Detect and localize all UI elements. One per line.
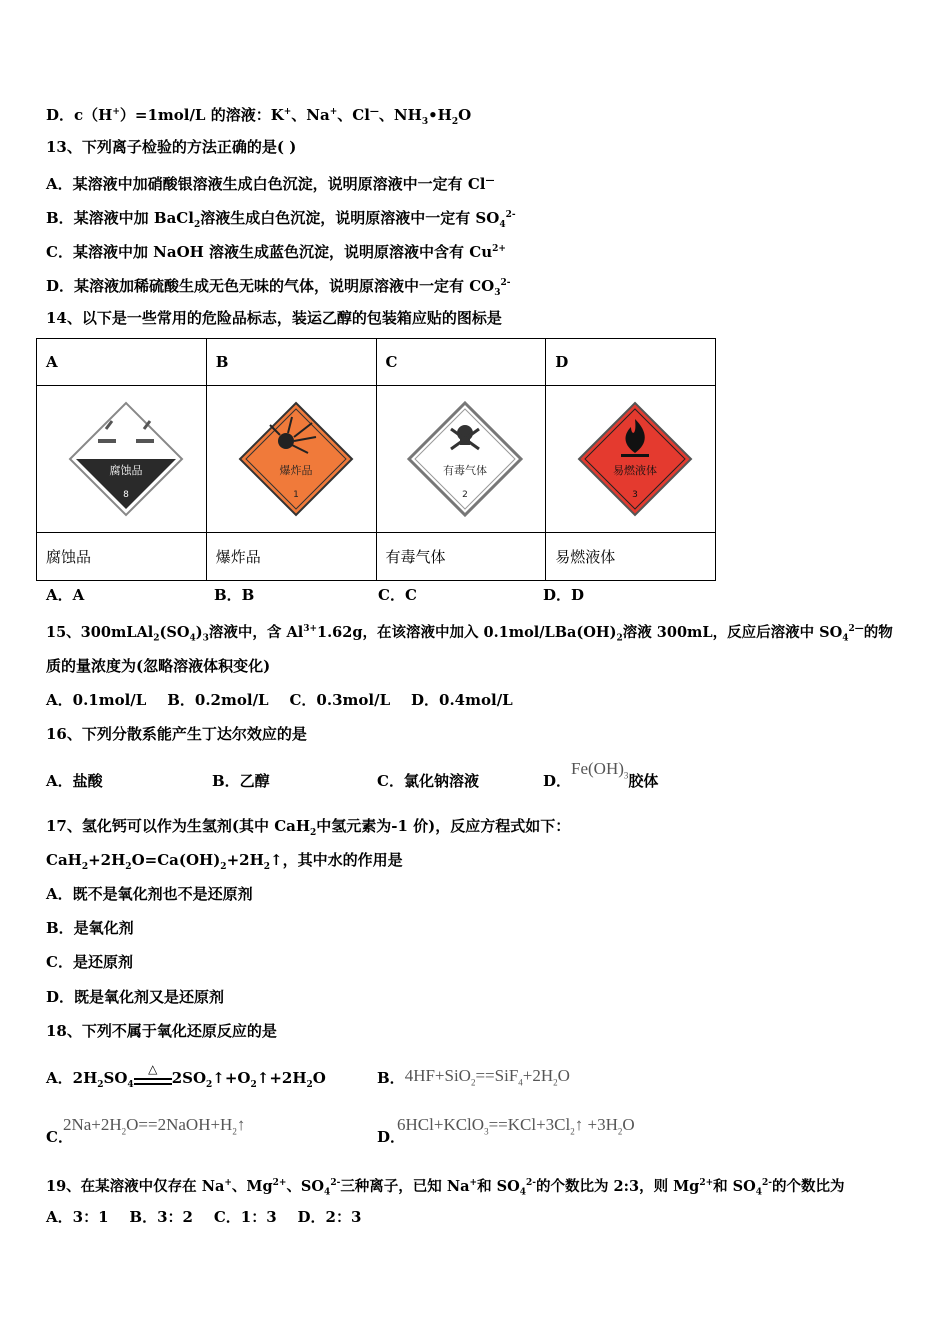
- q16-formula: $Fe(OH)_3$: [571, 759, 629, 781]
- q19-stem: 19、在某溶液中仅存在 Na+、$Mg^{2+}$、$SO_4^{2-}$三种离子，已知 Na+和 $SO_4^{2-}$的个数比为 2:3，则 $Mg^{2+}$和 $SO_4^{2-}$的个数比为: [46, 1177, 845, 1198]
- sign-text-corrosive: 腐蚀品: [109, 464, 143, 477]
- flammable-liquid-sign-cell: [546, 386, 716, 533]
- flammable-liquid-sign-icon: [575, 399, 695, 519]
- q19-options: A．3：1 B．3：2 C．1：3 D．2：3: [46, 1208, 362, 1226]
- q17-equation: $CaH_2+2H_2O=Ca(OH)_2+2H_2↑$，其中水的作用是: [46, 851, 403, 872]
- corrosive-sign-icon: [66, 399, 186, 519]
- sign-number-flammable-liquid: 3: [632, 490, 638, 500]
- q17-option-b: B．是氧化剂: [46, 919, 134, 937]
- toxic-gas-sign-cell: [376, 386, 546, 533]
- table-header-a: A: [37, 339, 207, 386]
- q16-stem: 16、下列分散系能产生丁达尔效应的是: [46, 725, 307, 743]
- sign-text-explosive: 爆炸品: [279, 464, 313, 477]
- q17-stem-line1: 17、氢化钙可以作为生氢剂(其中 CaH$_2$中氢元素为-1 价)，反应方程式如下：: [46, 817, 571, 838]
- sign-text-flammable-liquid: 易燃液体: [613, 464, 658, 477]
- sign-text-toxic-gas: 有毒气体: [443, 464, 488, 477]
- q18-option-d: D．$6HCl+KClO_3==KCl+3Cl_2↑ +3H_2O$: [377, 1115, 635, 1146]
- q17-option-c: C．是还原剂: [46, 953, 133, 971]
- q13-option-b: B．某溶液中加 BaCl$_2$溶液生成白色沉淀，说明原溶液中一定有 $SO_4^{2-}$: [46, 209, 516, 230]
- q18-option-c: C．$2Na+2H_2O==2NaOH+H_2↑$: [46, 1115, 246, 1146]
- q12-option-d: D．c（H+）=1mol/L 的溶液：K+、Na+、Cl—、$NH_3•H_2O$: [46, 106, 472, 127]
- toxic-gas-sign-icon: [405, 399, 525, 519]
- hazard-sign-table: [36, 338, 716, 581]
- corrosive-sign-cell: [37, 386, 207, 533]
- q18-option-b: B．$4HF+SiO_2==SiF_4+2H_2O$: [377, 1066, 570, 1088]
- q15-stem-line2: 质的量浓度为(忽略溶液体积变化): [46, 657, 271, 675]
- q17-option-d: D．既是氧化剂又是还原剂: [46, 988, 225, 1006]
- table-header-b: B: [206, 339, 376, 386]
- q14-option-b: B．B: [214, 586, 255, 604]
- table-header-d: D: [546, 339, 716, 386]
- q14-option-d: D．D: [543, 586, 585, 604]
- q16-option-a: A．盐酸: [46, 772, 103, 790]
- q14-stem: 14、以下是一些常用的危险品标志，装运乙醇的包装箱应贴的图标是: [46, 309, 502, 327]
- q16-option-b: B．乙醇: [212, 772, 270, 790]
- q18-option-a: A．$2H_2SO_4$ △ $2SO_2↑+O_2↑+2H_2O$: [46, 1062, 326, 1090]
- q14-option-a: A．A: [46, 586, 85, 604]
- q13-stem: 13、下列离子检验的方法正确的是( ): [46, 138, 297, 156]
- q13-option-a: A．某溶液中加硝酸银溶液生成白色沉淀，说明原溶液中一定有 Cl—: [46, 175, 495, 193]
- sign-number-explosive: 1: [292, 490, 299, 500]
- sign-name-b: 爆炸品: [206, 533, 376, 581]
- q18-stem: 18、下列不属于氧化还原反应的是: [46, 1022, 277, 1040]
- q13-option-c: C．某溶液中加 NaOH 溶液生成蓝色沉淀，说明原溶液中含有 $Cu^{2+}$: [46, 243, 506, 261]
- q15-stem-line1: 15、$300mLAl_2(SO_4)_3$溶液中，含 $Al^{3+}1.62g$，在该溶液中加入 $0.1mol/LBa(OH)_2$溶液 300mL，反应后溶液中 $SO_4^{2—}$的物: [46, 623, 893, 644]
- sign-name-d: 易燃液体: [546, 533, 716, 581]
- q17-option-a: A．既不是氧化剂也不是还原剂: [46, 885, 253, 903]
- sign-number-toxic-gas: 2: [462, 490, 469, 500]
- q18-formula-b: $4HF+SiO_2==SiF_4+2H_2O$: [404, 1066, 570, 1088]
- explosive-sign-cell: [206, 386, 376, 533]
- q18-formula-c: $2Na+2H_2O==2NaOH+H_2↑$: [62, 1115, 246, 1137]
- sign-number-corrosive: 8: [123, 490, 129, 500]
- q13-option-d: D．某溶液加稀硫酸生成无色无味的气体，说明原溶液中一定有 $CO_3^{2-}$: [46, 277, 511, 298]
- sign-name-a: 腐蚀品: [37, 533, 207, 581]
- q16-option-c: C．氯化钠溶液: [377, 772, 479, 790]
- q15-options: A．0.1mol/L B．0.2mol/L C．0.3mol/L D．0.4mol/L: [46, 691, 513, 709]
- heat-condition-arrow: △: [134, 1076, 172, 1083]
- q14-option-c: C．C: [378, 586, 417, 604]
- sign-name-c: 有毒气体: [376, 533, 546, 581]
- table-header-c: C: [376, 339, 546, 386]
- explosive-sign-icon: [236, 399, 356, 519]
- q16-option-d: D．$Fe(OH)_3$胶体: [543, 759, 659, 790]
- q18-formula-d: $6HCl+KClO_3==KCl+3Cl_2↑ +3H_2O$: [397, 1115, 635, 1137]
